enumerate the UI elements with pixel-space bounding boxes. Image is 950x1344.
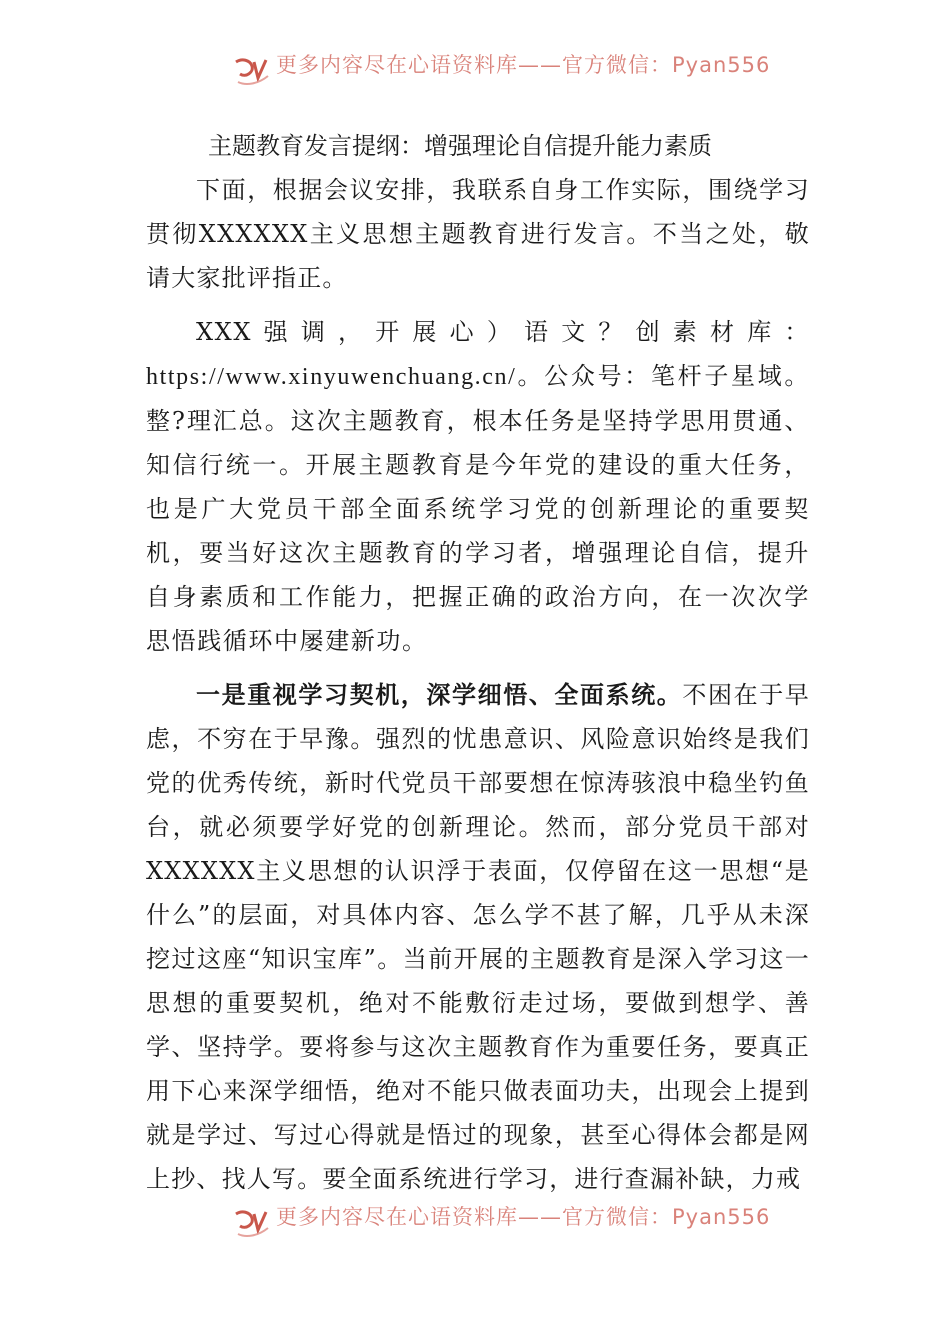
paragraph-emphasis-text-b: 。公众号：笔杆子星域。整?理汇总。这次主题教育，根本任务是坚持学思用贯通、知信行统一。开展主题教育是今年党的建设的重大任务，也是广大党员干部全面系统学习党的创新理论的重要契机，要当好这次主题教育的学习者，增强理论自信，提升自身素质和工作能力，把握正确的政治方向，在一次次学思悟践循环中屡建新功。 xyxy=(146,362,810,655)
watermark-header xyxy=(0,54,950,88)
document-body xyxy=(146,128,810,1201)
watermark-footer xyxy=(0,1206,950,1240)
point-one-heading: 一是重视学习契机，深学细悟、全面系统。 xyxy=(196,680,683,709)
paragraph-emphasis-text-a: XXX强调，开展心）语文？创素材库： xyxy=(196,318,810,346)
document-title: 主题教育发言提纲：增强理论自信提升能力素质 xyxy=(208,132,712,160)
watermark-text: 更多内容尽在心语资料库——官方微信：Pyan556 xyxy=(276,1206,771,1229)
intro-paragraph: 下面，根据会议安排，我联系自身工作实际，围绕学习贯彻XXXXXX主义思想主题教育进行发言。不当之处，敬请大家批评指正。 xyxy=(146,176,810,292)
point-one-body: 不困在于早虑，不穷在于早豫。强烈的忧患意识、风险意识始终是我们党的优秀传统，新时代党员干部要想在惊涛骇浪中稳坐钓鱼台，就必须要学好党的创新理论。然而，部分党员干部对XXXXXX主义思想的认识浮于表面，仅停留在这一思想“是什么”的层面，对具体内容、怎么学不甚了解，几乎从未深挖过这座“知识宝库”。当前开展的主题教育是深入学习这一思想的重要契机，绝对不能敷衍走过场，要做到想学、善学、坚持学。要将参与这次主题教育作为重要任务，要真正用下心来深学细悟，绝对不能只做表面功夫，出现会上提到就是学过、写过心得就是悟过的现象，甚至心得体会都是网上抄、找人写。要全面系统进行学习，进行查漏补缺，力戒 xyxy=(146,681,810,1193)
watermark-logo-icon xyxy=(232,56,272,86)
watermark-logo-icon xyxy=(232,1208,272,1238)
watermark-text: 更多内容尽在心语资料库——官方微信：Pyan556 xyxy=(276,54,771,77)
paragraph-emphasis xyxy=(146,310,810,663)
paragraph-point-one xyxy=(146,673,810,1201)
source-url-part-a: https:// xyxy=(146,364,226,390)
source-url-part-b: www.xinyuwenchuang.cn/ xyxy=(225,364,517,390)
